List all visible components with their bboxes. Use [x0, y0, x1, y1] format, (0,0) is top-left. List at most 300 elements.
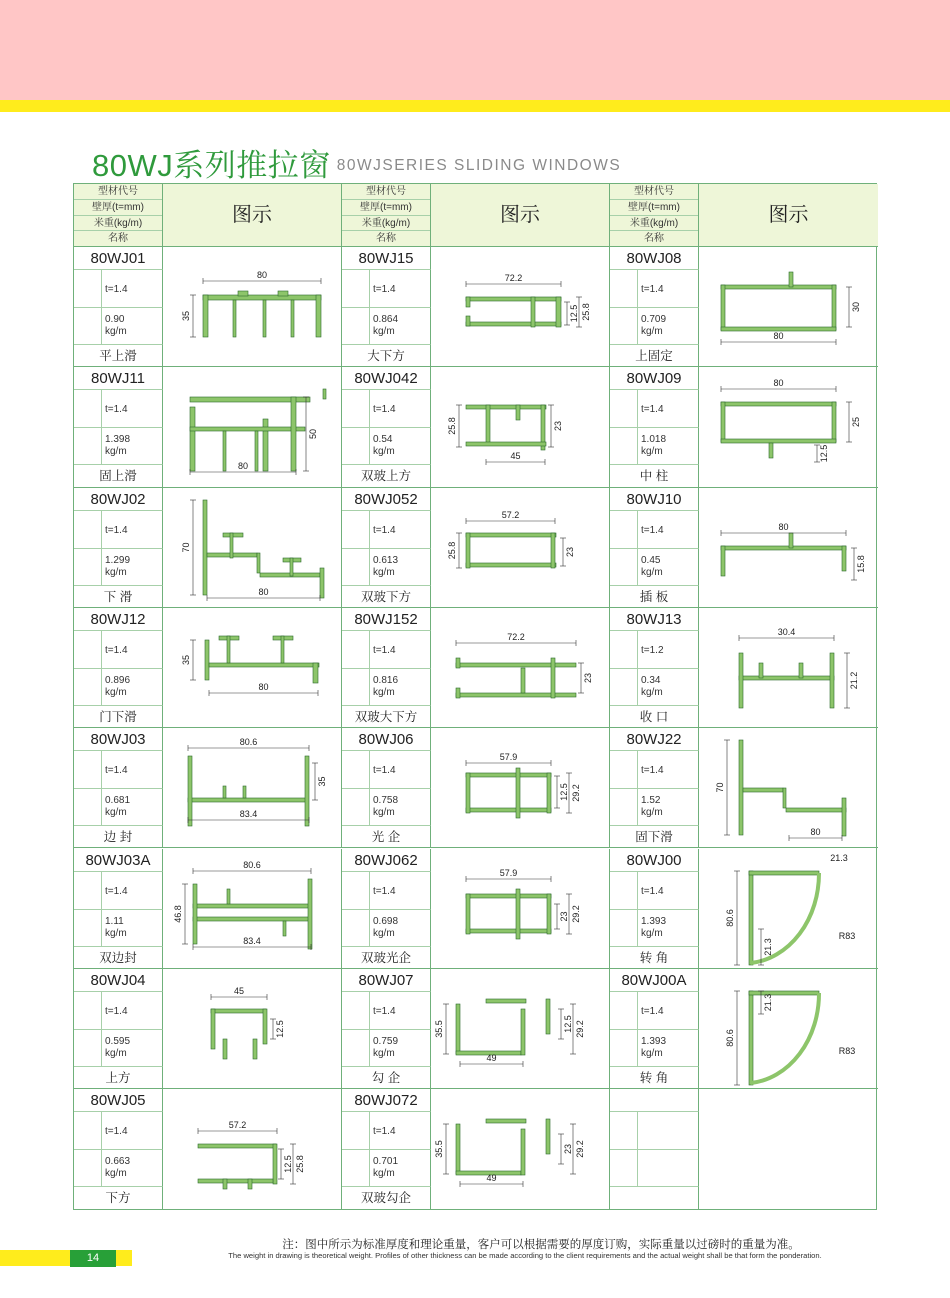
weight-value	[373, 795, 398, 819]
profile-code: 80WJ07	[342, 969, 431, 992]
weight-value	[105, 675, 130, 699]
profile-diagram	[163, 849, 342, 969]
profile-diagram	[163, 247, 342, 367]
weight-unit: kg/m	[105, 807, 127, 819]
title-english: 80WJSERIES SLIDING WINDOWS	[336, 157, 622, 174]
wall-thickness	[342, 992, 431, 1030]
profile-code: 80WJ01	[74, 247, 163, 270]
header-label: 名称	[376, 233, 396, 245]
thickness-value: t=1.2	[641, 644, 664, 656]
meter-weight	[74, 910, 163, 947]
meter-weight	[610, 910, 699, 947]
header-labels	[610, 184, 699, 247]
weight-unit: kg/m	[105, 566, 127, 578]
thickness-value: t=1.4	[105, 404, 128, 416]
dimension-label: 80.6	[243, 859, 261, 870]
weight-value	[373, 314, 398, 338]
profile-diagram	[431, 608, 610, 728]
profile-section-icon	[699, 367, 878, 487]
table-row	[342, 367, 610, 487]
profile-diagram	[431, 488, 610, 608]
thickness-value: t=1.4	[105, 765, 128, 777]
profile-name: 上方	[74, 1067, 163, 1089]
weight-value	[641, 795, 663, 819]
dimension-label: 21.3	[763, 937, 773, 956]
wall-thickness	[610, 872, 699, 910]
meter-weight	[342, 308, 431, 345]
profile-diagram	[699, 849, 878, 969]
meter-weight	[610, 1030, 699, 1067]
weight-number: 1.393	[641, 1035, 667, 1047]
profile-diagram	[431, 728, 610, 848]
profile-diagram	[699, 1089, 878, 1209]
profile-section-icon	[163, 247, 342, 367]
dimension-label: 25.8	[295, 1155, 305, 1173]
profile-name: 下方	[74, 1187, 163, 1209]
meter-weight	[342, 1150, 431, 1187]
profile-diagram	[163, 488, 342, 608]
meter-weight	[342, 549, 431, 586]
dimension-label: 50	[308, 429, 318, 440]
profile-code: 80WJ152	[342, 608, 431, 631]
weight-value	[105, 555, 130, 579]
table-row	[74, 969, 342, 1089]
table-row	[74, 247, 342, 367]
dimension-label: 23	[553, 421, 563, 432]
weight-number: 0.45	[641, 554, 661, 566]
wall-thickness	[74, 992, 163, 1030]
meter-weight	[74, 428, 163, 465]
dimension-label: 80	[258, 586, 269, 597]
weight-value	[373, 916, 398, 940]
profile-name: 上固定	[610, 345, 699, 367]
profile-diagram	[431, 247, 610, 367]
profile-code: 80WJ15	[342, 247, 431, 270]
dimension-label: 70	[715, 782, 725, 793]
header-label: 名称	[644, 233, 664, 245]
header-label: 壁厚(t=mm)	[342, 200, 430, 216]
profile-code: 80WJ052	[342, 488, 431, 511]
wall-thickness	[610, 270, 699, 308]
profile-name: 平上滑	[74, 345, 163, 367]
profile-code: 80WJ06	[342, 728, 431, 751]
dimension-label: 30	[851, 301, 861, 313]
wall-thickness	[342, 631, 431, 669]
profile-section-icon	[699, 728, 878, 848]
profile-name: 门下滑	[74, 706, 163, 728]
profile-name: 插 板	[610, 586, 699, 608]
profile-section-icon	[431, 488, 610, 608]
profile-section-icon	[163, 488, 342, 608]
table-row	[610, 728, 878, 848]
meter-weight	[610, 669, 699, 706]
thickness-value: t=1.4	[105, 1005, 128, 1017]
profile-name: 双玻下方	[342, 586, 431, 608]
profile-name: 收 口	[610, 706, 699, 728]
header-label: 型材代号	[342, 184, 430, 200]
weight-unit: kg/m	[373, 927, 395, 939]
weight-number: 1.398	[105, 434, 131, 446]
dimension-label: 35.5	[434, 1140, 444, 1158]
profile-section-icon	[431, 969, 610, 1089]
profile-name: 双玻勾企	[342, 1187, 431, 1209]
profile-diagram	[699, 488, 878, 608]
wall-thickness	[74, 511, 163, 549]
thickness-value: t=1.4	[641, 765, 664, 777]
dimension-label: 80	[773, 378, 784, 389]
profile-section-icon	[431, 728, 610, 848]
weight-unit: kg/m	[373, 1168, 395, 1180]
dimension-label: 83.4	[243, 935, 261, 946]
profile-section-icon	[163, 849, 342, 969]
dimension-label: 12.5	[569, 304, 579, 323]
thickness-value: t=1.4	[105, 284, 128, 295]
page-title	[92, 140, 622, 183]
dimension-label: R83	[838, 1045, 856, 1056]
profile-code: 80WJ09	[610, 367, 699, 390]
profile-section-icon	[163, 608, 342, 728]
dimension-label: 25.8	[447, 417, 457, 436]
wall-thickness	[342, 270, 431, 308]
profile-code: 80WJ08	[610, 247, 699, 270]
table-row	[342, 247, 610, 367]
meter-weight	[74, 549, 163, 586]
dimension-label: 21.2	[849, 671, 859, 690]
weight-unit: kg/m	[641, 1047, 663, 1059]
wall-thickness	[610, 631, 699, 669]
wall-thickness	[74, 751, 163, 789]
thickness-value: t=1.4	[373, 885, 396, 897]
profile-code: 80WJ22	[610, 728, 699, 751]
thickness-value: t=1.4	[641, 885, 664, 897]
top-color-band	[0, 0, 950, 100]
meter-weight	[74, 308, 163, 345]
profile-code: 80WJ042	[342, 367, 431, 390]
dimension-label: 35.5	[434, 1020, 444, 1038]
profile-diagram	[163, 969, 342, 1089]
weight-value	[373, 1156, 398, 1180]
dimension-label: 35	[181, 310, 191, 322]
profile-code: 80WJ10	[610, 488, 699, 511]
weight-number: 0.864	[373, 314, 399, 325]
profile-diagram	[163, 367, 342, 487]
dimension-label: 15.8	[856, 554, 866, 573]
table-panel	[342, 184, 610, 1209]
wall-thickness	[610, 511, 699, 549]
dimension-label: 80.6	[725, 908, 735, 927]
weight-value	[105, 795, 130, 819]
dimension-label: 25	[851, 417, 861, 428]
wall-thickness	[342, 1112, 431, 1150]
weight-unit: kg/m	[641, 326, 663, 337]
profile-diagram	[431, 367, 610, 487]
thickness-value: t=1.4	[641, 284, 664, 295]
weight-unit: kg/m	[641, 566, 663, 578]
header-diagram-label: 图示	[163, 184, 342, 247]
dimension-label: 12.5	[563, 1015, 573, 1033]
dimension-label: 12.5	[283, 1155, 293, 1173]
profile-code: 80WJ03	[74, 728, 163, 751]
thickness-value: t=1.4	[373, 284, 396, 295]
weight-unit: kg/m	[105, 1168, 127, 1180]
weight-number: 0.595	[105, 1035, 131, 1047]
thickness-value: t=1.4	[105, 524, 128, 536]
weight-value	[105, 916, 127, 940]
profile-diagram	[163, 1089, 342, 1209]
thickness-value: t=1.4	[373, 644, 396, 656]
profile-section-icon	[699, 849, 878, 969]
dimension-label: 23	[583, 672, 593, 683]
thickness-value: t=1.4	[373, 524, 396, 536]
meter-weight	[610, 1150, 699, 1187]
wall-thickness	[342, 511, 431, 549]
weight-number: 0.759	[373, 1035, 399, 1047]
weight-value	[105, 1156, 130, 1180]
profile-section-icon	[431, 367, 610, 487]
profile-diagram	[163, 728, 342, 848]
profile-name: 转 角	[610, 947, 699, 969]
weight-number: 1.393	[641, 915, 667, 927]
profile-section-icon	[163, 367, 342, 487]
table-row	[74, 367, 342, 487]
dimension-label: 29.2	[571, 784, 581, 802]
weight-number: 0.758	[373, 795, 399, 807]
dimension-label: 80.6	[239, 737, 258, 748]
table-row	[610, 608, 878, 728]
table-row	[74, 608, 342, 728]
profile-name: 转 角	[610, 1067, 699, 1089]
profile-name: 中 柱	[610, 465, 699, 487]
header-label: 壁厚(t=mm)	[610, 200, 698, 216]
wall-thickness	[610, 390, 699, 428]
dimension-label: 45	[233, 985, 245, 996]
weight-value	[641, 434, 666, 458]
header-label: 型材代号	[74, 184, 162, 200]
profile-diagram	[431, 849, 610, 969]
meter-weight	[74, 1150, 163, 1187]
profile-name: 勾 企	[342, 1067, 431, 1089]
profile-diagram	[431, 1089, 610, 1209]
dimension-label: 80	[258, 681, 269, 692]
table-row	[74, 488, 342, 608]
profile-code: 80WJ00A	[610, 969, 699, 992]
wall-thickness	[74, 631, 163, 669]
thickness-value: t=1.4	[373, 404, 396, 416]
weight-number: 0.709	[641, 314, 667, 325]
profile-code: 80WJ13	[610, 608, 699, 631]
profile-section-icon	[431, 1089, 610, 1209]
profile-section-icon	[699, 608, 878, 728]
weight-number: 1.52	[641, 795, 661, 807]
table-row	[342, 849, 610, 969]
meter-weight	[342, 669, 431, 706]
weight-value	[641, 555, 663, 579]
dimension-label: 57.9	[499, 867, 518, 878]
profile-name: 光 企	[342, 826, 431, 848]
weight-number: 0.816	[373, 674, 399, 686]
wall-thickness	[74, 270, 163, 308]
weight-unit: kg/m	[105, 326, 127, 337]
dimension-label: 45	[510, 451, 521, 462]
weight-number: 0.698	[373, 915, 399, 927]
table-panel	[610, 184, 878, 1209]
profile-diagram	[699, 247, 878, 367]
dimension-label: 30.4	[777, 626, 796, 637]
header-label: 壁厚(t=mm)	[74, 200, 162, 216]
profile-name: 双玻大下方	[342, 706, 431, 728]
profile-section-icon	[431, 608, 610, 728]
weight-unit: kg/m	[373, 446, 395, 458]
profile-section-icon	[431, 247, 610, 367]
profile-code: 80WJ03A	[74, 849, 163, 872]
weight-number: 0.54	[373, 434, 393, 446]
table-row	[74, 728, 342, 848]
profile-code: 80WJ04	[74, 969, 163, 992]
header-label: 型材代号	[610, 184, 698, 200]
dimension-label: 72.2	[507, 631, 525, 642]
dimension-label: 25.8	[447, 541, 457, 559]
weight-number: 1.018	[641, 434, 667, 446]
table-row	[342, 969, 610, 1089]
profile-section-icon	[163, 969, 342, 1089]
profile-diagram	[699, 608, 878, 728]
thickness-value: t=1.4	[641, 404, 664, 416]
dimension-label: 29.2	[575, 1020, 585, 1038]
wall-thickness	[610, 751, 699, 789]
weight-number: 0.701	[373, 1156, 399, 1168]
weight-unit: kg/m	[105, 1047, 127, 1059]
weight-unit: kg/m	[373, 566, 395, 578]
profile-diagram	[699, 367, 878, 487]
dimension-label: 12.5	[275, 1020, 285, 1038]
weight-unit: kg/m	[105, 446, 127, 458]
table-row	[610, 367, 878, 487]
dimension-label: 29.2	[571, 904, 581, 923]
profile-code: 80WJ00	[610, 849, 699, 872]
dimension-label: R83	[838, 930, 856, 941]
profile-name: 双玻光企	[342, 947, 431, 969]
profile-diagram	[699, 969, 878, 1089]
profile-section-icon	[699, 488, 878, 608]
table-panel	[74, 184, 342, 1209]
dimension-label: 35	[317, 776, 327, 787]
dimension-label: 83.4	[239, 809, 258, 820]
dimension-label: 80	[256, 270, 268, 280]
weight-number: 0.613	[373, 554, 399, 566]
header-diagram-label: 图示	[431, 184, 610, 247]
profile-code: 80WJ062	[342, 849, 431, 872]
table-row	[610, 488, 878, 608]
wall-thickness	[610, 992, 699, 1030]
profile-diagram	[699, 728, 878, 848]
weight-value	[105, 1036, 130, 1060]
dimension-label: 57.2	[501, 509, 520, 520]
table-row	[74, 1089, 342, 1209]
profile-section-icon	[163, 1089, 342, 1209]
weight-unit: kg/m	[105, 686, 127, 698]
dimension-label: 23	[559, 910, 569, 922]
dimension-label: 12.5	[819, 445, 829, 463]
dimension-label: 70	[181, 542, 191, 553]
meter-weight	[610, 308, 699, 345]
thickness-value: t=1.4	[641, 1005, 664, 1017]
weight-number: 0.90	[105, 314, 125, 325]
weight-value	[641, 314, 666, 338]
table-row	[342, 488, 610, 608]
header-label: 米重(kg/m)	[610, 216, 698, 232]
page-number: 14	[70, 1250, 116, 1267]
table-row	[610, 1089, 878, 1209]
profile-name: 大下方	[342, 345, 431, 367]
profile-code: 80WJ05	[74, 1089, 163, 1112]
thickness-value: t=1.4	[105, 1126, 128, 1138]
profile-code: 80WJ11	[74, 367, 163, 390]
meter-weight	[342, 1030, 431, 1067]
profile-code: 80WJ12	[74, 608, 163, 631]
weight-value	[641, 675, 663, 699]
dimension-label: 49	[486, 1173, 497, 1184]
header-label: 米重(kg/m)	[74, 216, 162, 232]
footer-note-chinese: 注：图中所示为标准厚度和理论重量，客户可以根据需要的厚度订购，实际重量以过磅时的重量为准。	[282, 1239, 800, 1251]
dimension-label: 57.2	[228, 1120, 247, 1131]
weight-value	[641, 1036, 666, 1060]
wall-thickness	[342, 751, 431, 789]
weight-number: 1.299	[105, 554, 131, 566]
weight-value	[105, 434, 130, 458]
dimension-label: 80	[237, 461, 249, 472]
profile-code: 80WJ02	[74, 488, 163, 511]
profile-name: 双边封	[74, 947, 163, 969]
weight-value	[373, 434, 395, 458]
meter-weight	[74, 669, 163, 706]
thickness-value: t=1.4	[641, 524, 664, 536]
profile-name	[610, 1187, 699, 1209]
meter-weight	[74, 1030, 163, 1067]
header-label: 米重(kg/m)	[342, 216, 430, 232]
weight-unit: kg/m	[641, 686, 663, 698]
profile-section-icon	[699, 969, 878, 1089]
weight-unit: kg/m	[373, 1047, 395, 1059]
weight-value	[641, 916, 666, 940]
weight-value	[373, 1036, 398, 1060]
weight-number: 0.681	[105, 795, 131, 807]
weight-unit: kg/m	[373, 807, 395, 819]
weight-unit: kg/m	[105, 927, 127, 939]
wall-thickness	[610, 1112, 699, 1150]
dimension-label: 12.5	[559, 783, 569, 801]
profile-name: 固下滑	[610, 826, 699, 848]
dimension-label: 25.8	[581, 303, 591, 321]
dimension-label: 80.6	[725, 1029, 735, 1047]
dimension-label: 35	[181, 654, 191, 665]
header-labels	[342, 184, 431, 247]
wall-thickness	[74, 1112, 163, 1150]
wall-thickness	[74, 390, 163, 428]
weight-number: 0.663	[105, 1156, 131, 1168]
dimension-label: 49	[486, 1052, 497, 1063]
wall-thickness	[342, 390, 431, 428]
weight-unit: kg/m	[373, 686, 395, 698]
profile-code: 80WJ072	[342, 1089, 431, 1112]
meter-weight	[342, 910, 431, 947]
dimension-label: 80	[773, 331, 784, 341]
weight-value	[105, 314, 127, 338]
meter-weight	[610, 789, 699, 826]
header-labels	[74, 184, 163, 247]
header-diagram-label: 图示	[699, 184, 878, 247]
dimension-label: 21.3	[763, 993, 773, 1012]
table-row	[342, 728, 610, 848]
